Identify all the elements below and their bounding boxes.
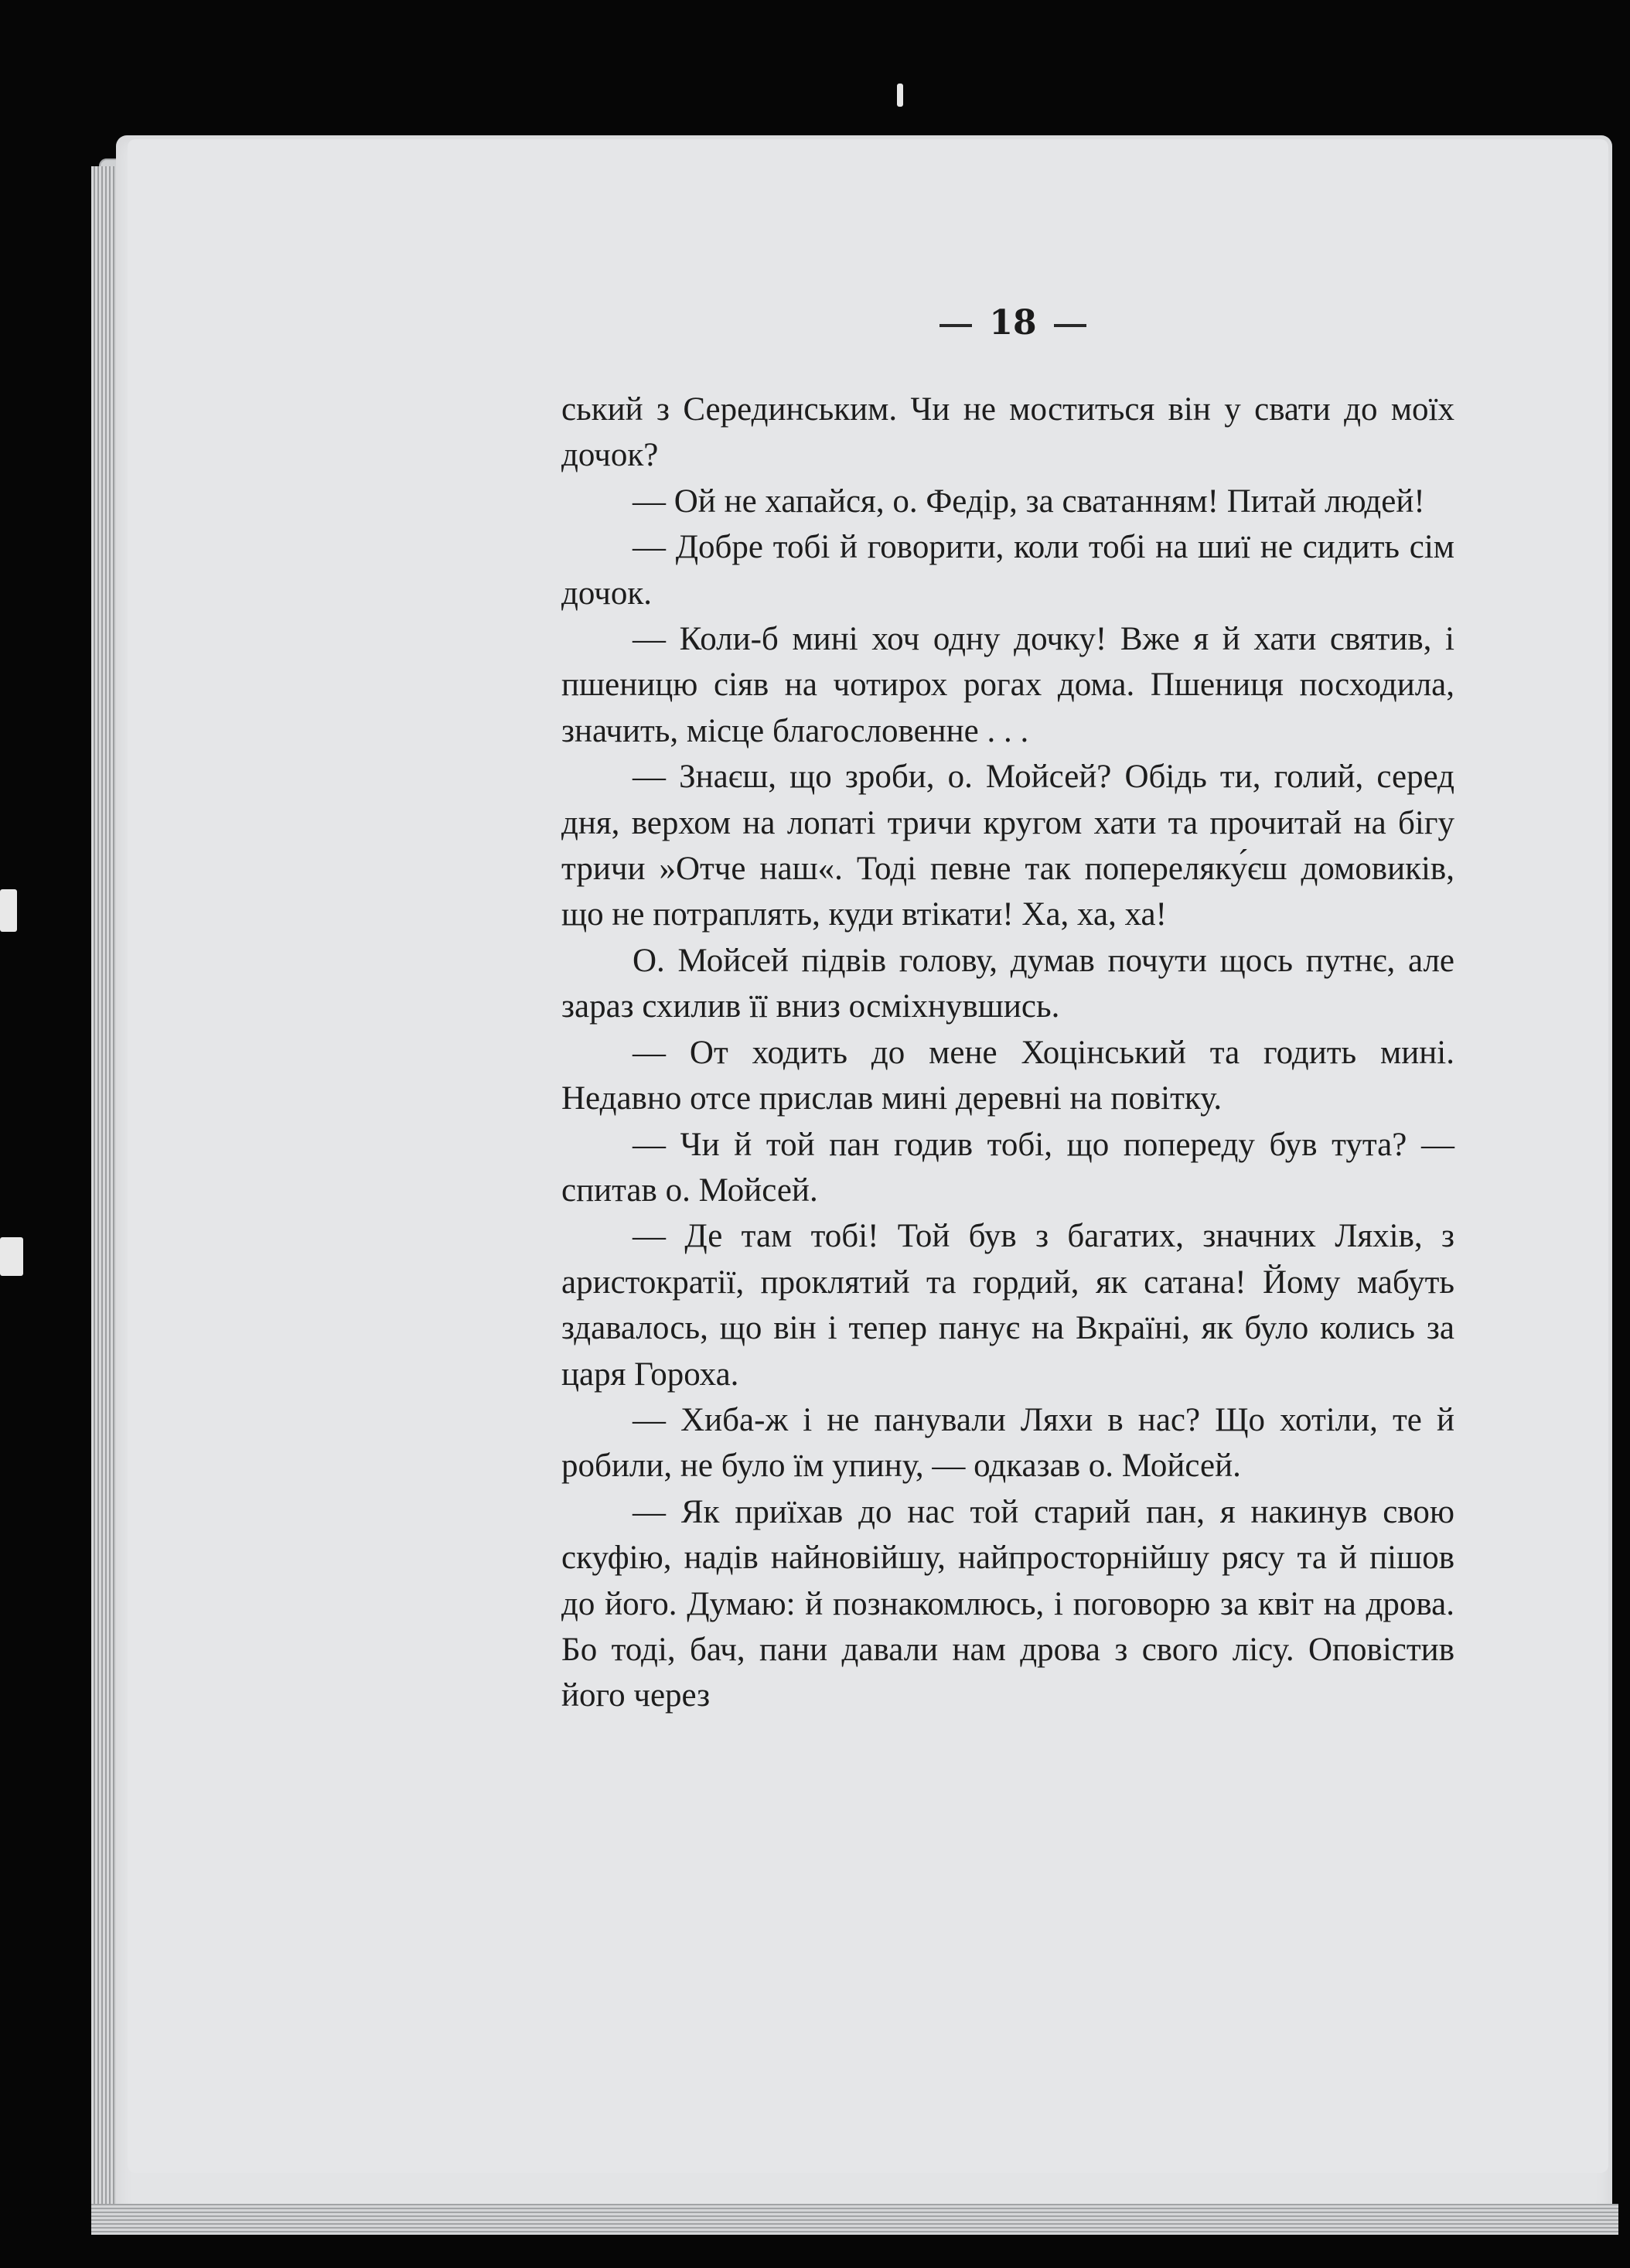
page-number-dash-right [1054,324,1086,327]
paragraph: — Де там тобі! Той був з багатих, значних Ляхів, з аристократії, проклятий та гордий, як сатана! Йому мабуть здавалось, що він і тепер панує на Вкраїні, як було колись за царя Гороха. [561,1218,1454,1393]
paragraph: — Хиба-ж і не панували Ляхи в нас? Що хотіли, те й робили, не було їм упину, — одказав о. Мойсей. [561,1401,1454,1485]
paragraph: — Чи й той пан годив тобі, що попереду був тута? — спитав о. Мойсей. [561,1126,1454,1209]
page-stack-edge [91,166,114,2223]
page-number-dash-left [939,324,972,327]
paragraph: О. Мойсей підвів голову, думав почути щось путнє, але зараз схилив її вниз осміхнувшись. [561,942,1454,1025]
paragraph: — Ой не хапайся, о. Федір, за сватанням! Питай людей! [633,483,1425,520]
bottom-page-edges [91,2204,1618,2235]
page-number-value: 18 [989,303,1037,343]
paragraph: ський з Серединським. Чи не моститься він у свати до моїх дочок? [561,391,1454,474]
edge-speck [0,889,17,932]
edge-speck [0,1237,23,1276]
body-text [561,387,1454,1719]
paragraph: — Добре тобі й говорити, коли тобі на шиї не сидить сім дочок. [561,529,1454,612]
paragraph: — Як приїхав до нас той старий пан, я накинув свою скуфію, надів найновійшу, найпросторнійшу рясу та й пішов до його. Думаю: й познакомлюсь, і поговорю за квіт на дрова. Бо тоді, бач, пани давали нам дрова з свого лісу. Оповістив його через [561,1493,1454,1714]
paragraph: — От ходить до мене Хоцінський та годить мині. Недавно отсе прислав мині деревні на повітку. [561,1034,1454,1117]
paragraph: — Знаєш, що зроби, о. Мойсей? Обідь ти, голий, серед дня, верхом на лопаті тричи кругом хати та прочитай на бігу тричи »Отче наш«. Тоді певне так попереляку́єш домовиків, що не потраплять, куди втікати! Ха, ха, ха! [561,759,1454,933]
page-number [920,303,1106,343]
edge-speck [897,84,903,107]
paragraph: — Коли-б мині хоч одну дочку! Вже я й хати святив, і пшеницю сіяв на чотирох рогах дома. Пшениця посходила, значить, місце благословенне . . . [561,621,1454,749]
